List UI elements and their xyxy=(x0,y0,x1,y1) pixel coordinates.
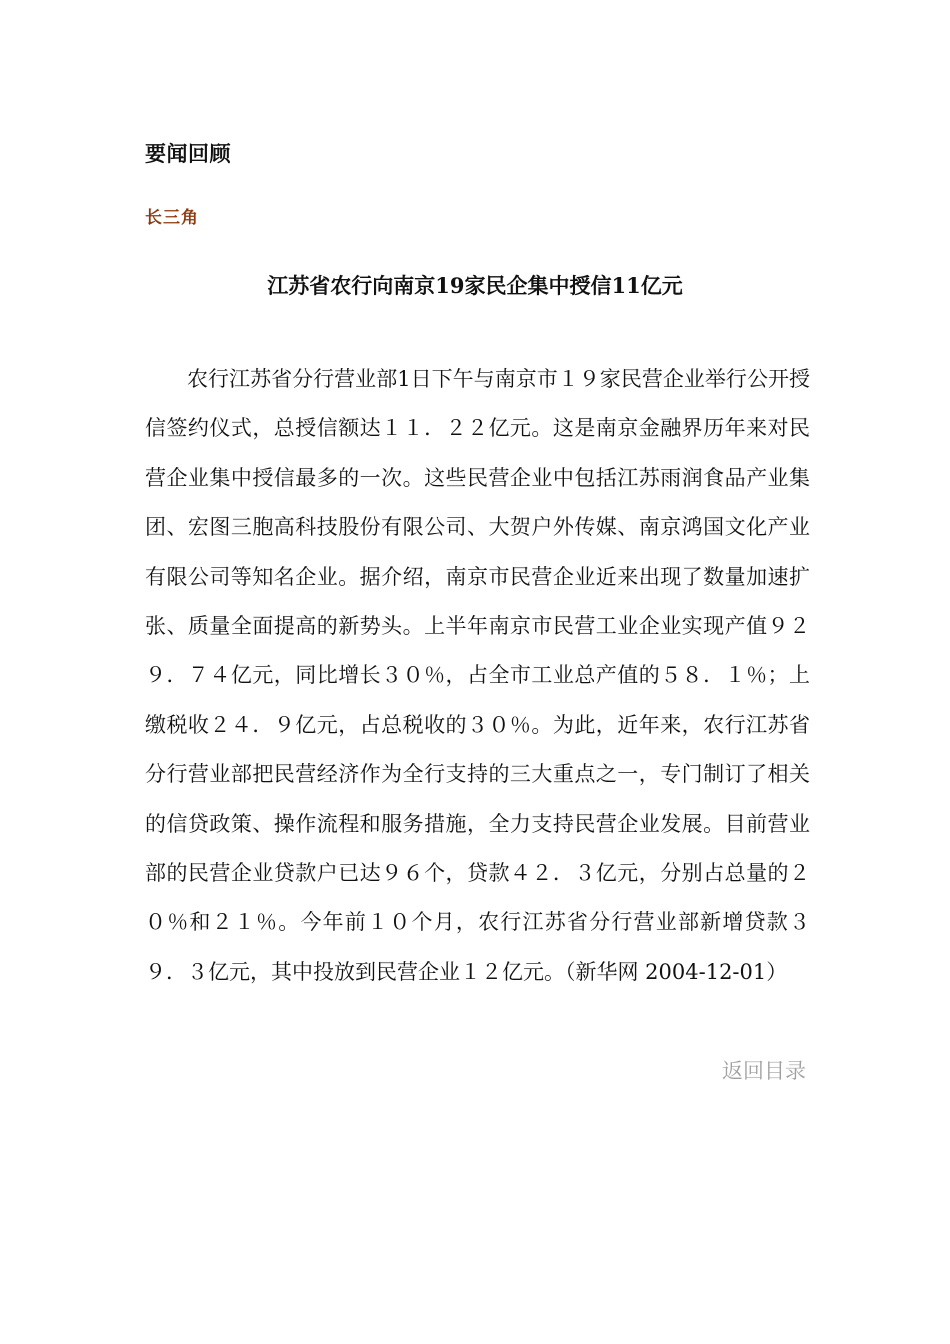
section-heading: 要闻回顾 xyxy=(145,141,231,166)
article-body-text: 农行江苏省分行营业部1日下午与南京市１９家民营企业举行公开授信签约仪式，总授信额达１１．２２亿元。这是南京金融界历年来对民营企业集中授信最多的一次。这些民营企业中包括江苏雨润食品产业集团、宏图三胞高科技股份有限公司、大贺户外传媒、南京鸿国文化产业有限公司等知名企业。据介绍，南京市民营企业近来出现了数量加速扩张、质量全面提高的新势头。上半年南京市民营工业企业实现产值９２９．７４亿元，同比增长３０％，占全市工业总产值的５８．１％；上缴税收２４．９亿元，占总税收的３０％。为此，近年来，农行江苏省分行营业部把民营经济作为全行支持的三大重点之一，专门制订了相关的信贷政策、操作流程和服务措施，全力支持民营企业发展。目前营业部的民营企业贷款户已达９６个，贷款４２．３亿元，分别占总量的２０％和２１％。今年前１０个月，农行江苏省分行营业部新增贷款３９．３亿元，其中投放到民营企业１２亿元。 xyxy=(145,367,810,984)
article-title: 江苏省农行向南京19家民企集中授信11亿元 xyxy=(267,273,683,298)
article-source: （新华网 2004-12-01） xyxy=(565,959,788,984)
article-body xyxy=(145,355,810,997)
region-label: 长三角 xyxy=(145,208,199,228)
back-to-contents-link[interactable]: 返回目录 xyxy=(722,1059,806,1083)
